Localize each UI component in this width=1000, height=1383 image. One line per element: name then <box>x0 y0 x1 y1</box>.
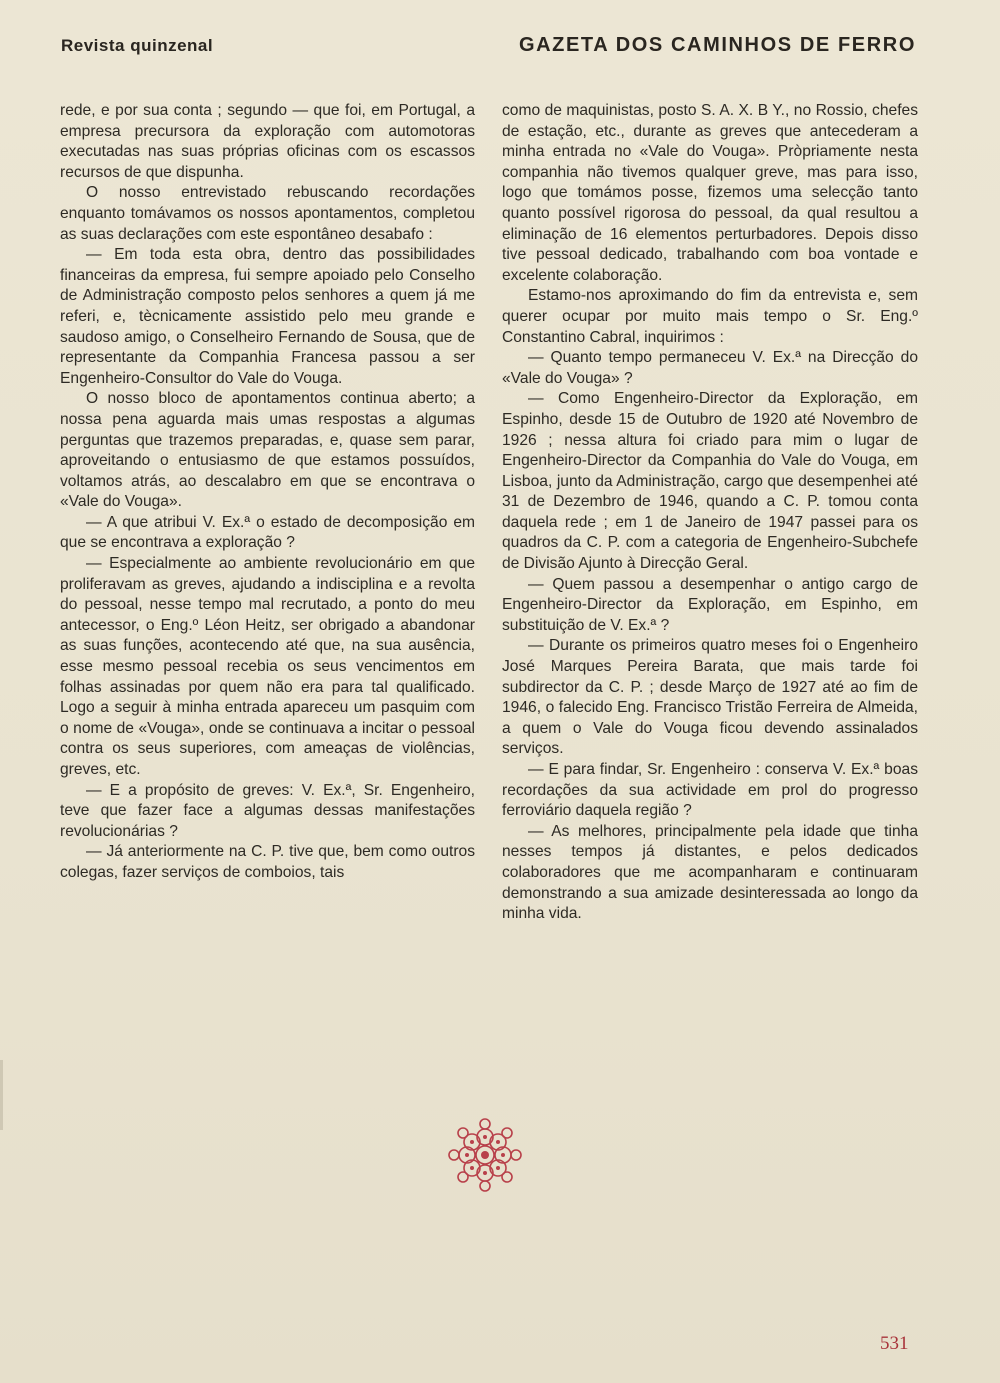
floral-rosette-icon <box>445 1115 525 1195</box>
paragraph: rede, e por sua conta ; segundo — que foi, em Portugal, a empresa precursora da exploração com automotoras executadas nas suas próprias oficinas com os escassos recursos de que dispunha. <box>60 102 475 181</box>
paragraph: como de maquinistas, posto S. A. X. B Y., no Rossio, chefes de estação, etc., durante as greves que antecederam a minha entrada no «Vale do Vouga». Pròpriamente nesta companhia não tivemos qualquer greve, mas para isso, logo que tomámos posse, fizemos uma selecção tanto quanto possível rigorosa do pessoal, da qual resultou a eliminação de 16 elementos perturbadores. Depois disso tive pessoal dedicado, trabalhando com boa vontade e excelente colaboração. <box>502 102 918 284</box>
paragraph: O nosso entrevistado rebuscando recordações enquanto tomávamos os nossos apontamentos, completou as suas declarações com este espontâneo desabafo : <box>60 184 475 243</box>
paragraph: — A que atribui V. Ex.ª o estado de decomposição em que se encontrava a exploração ? <box>60 513 475 552</box>
page-edge-mark <box>0 1060 3 1130</box>
paragraph: — E para findar, Sr. Engenheiro : conserva V. Ex.ª boas recordações da sua actividade em prol do progresso ferroviário daquela região ? <box>502 761 918 820</box>
page-number: 531 <box>880 1333 909 1354</box>
paragraph: — Quem passou a desempenhar o antigo cargo de Engenheiro-Director da Exploração, em Espinho, em substituição de V. Ex.ª ? <box>502 575 918 634</box>
paragraph: — Como Engenheiro-Director da Exploração, em Espinho, desde 15 de Outubro de 1920 até Novembro de 1926 ; nessa altura foi criado para mim o lugar de Engenheiro-Director da Companhia do Vale do Vouga, em Lisboa, junto da Administração, cargo que desempenhei até 31 de Dezembro de 1946, quando a C. P. tomou conta daquela rede ; em 1 de Janeiro de 1947 passei para os quadros da C. P. com a categoria de Engenheiro-Subchefe de Divisão Ajunto à Direcção Geral. <box>502 390 918 573</box>
paragraph: — Já anteriormente na C. P. tive que, bem como outros colegas, fazer serviços de comboios, tais <box>60 843 475 881</box>
right-column <box>502 101 918 925</box>
paragraph: — Quanto tempo permaneceu V. Ex.ª na Direcção do «Vale do Vouga» ? <box>502 349 918 387</box>
running-header-right: GAZETA DOS CAMINHOS DE FERRO <box>518 34 916 56</box>
paragraph: — Durante os primeiros quatro meses foi o Engenheiro José Marques Pereira Barata, que mais tarde foi subdirector da C. P. ; desde Março de 1927 até ao fim de 1946, o falecido Eng. Francisco Tristão Ferreira de Almeida, a quem o Vale do Vouga ficou devendo assinalados serviços. <box>502 637 918 758</box>
left-column <box>60 101 475 884</box>
paragraph: Estamo-nos aproximando do fim da entrevista e, sem querer ocupar por muito mais tempo o Sr. Eng.º Constantino Cabral, inquirimos : <box>502 287 918 346</box>
paragraph: O nosso bloco de apontamentos continua aberto; a nossa pena aguarda mais umas respostas a algumas perguntas que trazemos preparadas, e, quase sem parar, aproveitando o entusiasmo de que estamos possuídos, voltamos atrás, ao descalabro em que se encontrava o «Vale do Vouga». <box>60 390 475 511</box>
paragraph: — Em toda esta obra, dentro das possibilidades financeiras da empresa, fui sempre apoiado pelo Conselho de Administração composto pelos senhores a quem já me referi, e, tècnicamente assistido pelo meu grande e saudoso amigo, o Conselheiro Fernando de Sousa, que de representante da Companhia Francesa passou a ser Engenheiro-Consultor do Vale do Vouga. <box>60 246 475 387</box>
paragraph: — E a propósito de greves: V. Ex.ª, Sr. Engenheiro, teve que fazer face a algumas dessas manifestações revolucionárias ? <box>60 781 475 840</box>
running-header-left: Revista quinzenal <box>61 36 214 55</box>
paragraph: — Especialmente ao ambiente revolucionário em que proliferavam as greves, ajudando a indisciplina e a revolta do pessoal, nesse tempo mal recrutado, a ponto do meu antecessor, o Eng.º Léon Heitz, ser obrigado a abandonar as suas funções, acontecendo até que, na sua ausência, esse mesmo pessoal recebia os seus vencimentos em folhas assinadas por quem não era para tal qualificado. Logo a seguir à minha entrada apareceu um pasquim com o nome de «Vouga», onde se continuava a incitar o pessoal contra os seus superiores, com ameaças de violências, greves, etc. <box>60 555 475 778</box>
paragraph: — As melhores, principalmente pela idade que tinha nesses tempos já distantes, e pelos dedicados colaboradores que me acompanharam e continuaram demonstrando a sua amizade desinteressada ao longo da minha vida. <box>502 822 918 923</box>
